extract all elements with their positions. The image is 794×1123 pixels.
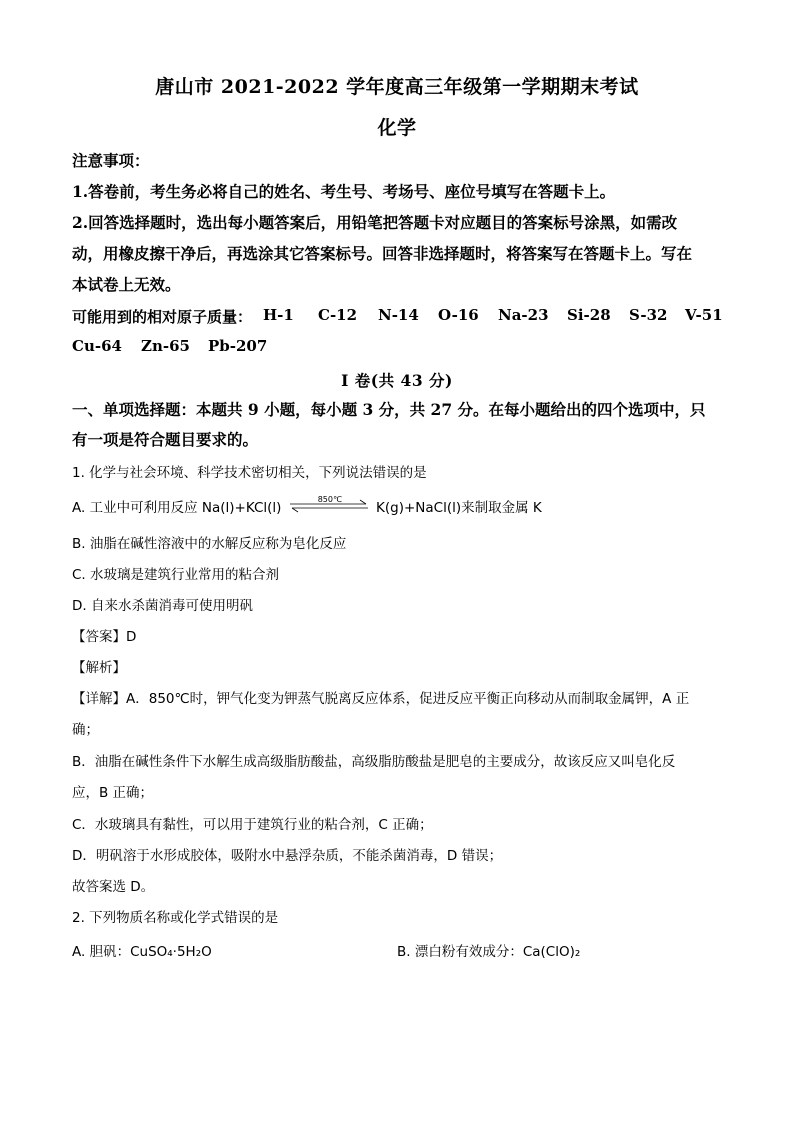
notice-item-2-line-3: 本试卷上无效。 bbox=[72, 275, 181, 294]
notice-heading: 注意事项： bbox=[72, 151, 150, 170]
q1-answer: 【答案】D bbox=[72, 629, 137, 645]
mass-zn: Zn-65 bbox=[141, 337, 190, 355]
mass-na: Na-23 bbox=[498, 306, 549, 324]
notice-item-1: 1.答卷前，考生务必将自己的姓名、考生号、考场号、座位号填写在答题卡上。 bbox=[72, 182, 616, 201]
mass-cu: Cu-64 bbox=[72, 337, 122, 355]
mass-v: V-51 bbox=[685, 306, 723, 324]
notice-item-2-line-1: 2.回答选择题时，选出每小题答案后，用铅笔把答题卡对应题目的答案标号涂黑，如需改 bbox=[72, 213, 678, 232]
q1-detail-c: C．水玻璃具有黏性，可以用于建筑行业的粘合剂，C 正确； bbox=[72, 817, 433, 833]
q1-conclusion: 故答案选 D。 bbox=[72, 879, 155, 895]
q2-option-a: A. 胆矾：CuSO₄·5H₂O bbox=[72, 944, 212, 960]
q1-option-a bbox=[72, 495, 722, 518]
section-heading-line-2: 有一项是符合题目要求的。 bbox=[72, 430, 259, 449]
q1-option-a-reactants: A. 工业中可利用反应 Na(l)+KCl(l) bbox=[72, 500, 282, 516]
mass-s: S-32 bbox=[629, 306, 668, 324]
q1-option-d: D. 自来水杀菌消毒可使用明矾 bbox=[72, 598, 253, 614]
equilibrium-arrow-icon bbox=[286, 495, 372, 516]
volume-heading: I 卷(共 43 分) bbox=[341, 371, 453, 390]
q1-analysis-label: 【解析】 bbox=[72, 660, 126, 676]
q1-detail-a-line-1: 【详解】A．850℃时，钾气化变为钾蒸气脱离反应体系，促进反应平衡正向移动从而制取金属钾，A 正 bbox=[72, 691, 690, 707]
q1-detail-a-line-2: 确； bbox=[72, 722, 99, 738]
mass-c: C-12 bbox=[318, 306, 358, 324]
reaction-condition: 850℃ bbox=[317, 495, 342, 504]
section-heading-line-1: 一、单项选择题：本题共 9 小题，每小题 3 分，共 27 分。在每小题给出的四个选项中，只 bbox=[72, 400, 706, 419]
mass-n: N-14 bbox=[378, 306, 419, 324]
mass-label: 可能用到的相对原子质量： bbox=[72, 308, 253, 326]
mass-si: Si-28 bbox=[567, 306, 611, 324]
mass-pb: Pb-207 bbox=[208, 337, 268, 355]
q1-detail-d: D．明矾溶于水形成胶体，吸附水中悬浮杂质，不能杀菌消毒，D 错误； bbox=[72, 848, 503, 864]
q2-option-b: B. 漂白粉有效成分：Ca(ClO)₂ bbox=[397, 944, 581, 960]
q1-detail-b-line-1: B．油脂在碱性条件下水解生成高级脂肪酸盐，高级脂肪酸盐是肥皂的主要成分，故该反应又叫皂化反 bbox=[72, 754, 676, 770]
q1-option-b: B. 油脂在碱性溶液中的水解反应称为皂化反应 bbox=[72, 536, 347, 552]
q1-detail-b-line-2: 应，B 正确； bbox=[72, 785, 154, 801]
reversible-arrow-icon bbox=[286, 494, 372, 516]
exam-title: 唐山市 2021-2022 学年度高三年级第一学期期末考试 bbox=[155, 76, 639, 98]
mass-o: O-16 bbox=[438, 306, 479, 324]
q1-option-a-products: K(g)+NaCl(l)来制取金属 K bbox=[376, 500, 542, 516]
subject-title: 化学 bbox=[377, 117, 417, 139]
notice-item-2-line-2: 动，用橡皮擦干净后，再选涂其它答案标号。回答非选择题时，将答案写在答题卡上。写在 bbox=[72, 244, 693, 263]
q2-stem: 2. 下列物质名称或化学式错误的是 bbox=[72, 910, 279, 926]
mass-h: H-1 bbox=[263, 306, 294, 324]
q1-stem: 1. 化学与社会环境、科学技术密切相关，下列说法错误的是 bbox=[72, 465, 427, 481]
q1-option-c: C. 水玻璃是建筑行业常用的粘合剂 bbox=[72, 567, 280, 583]
